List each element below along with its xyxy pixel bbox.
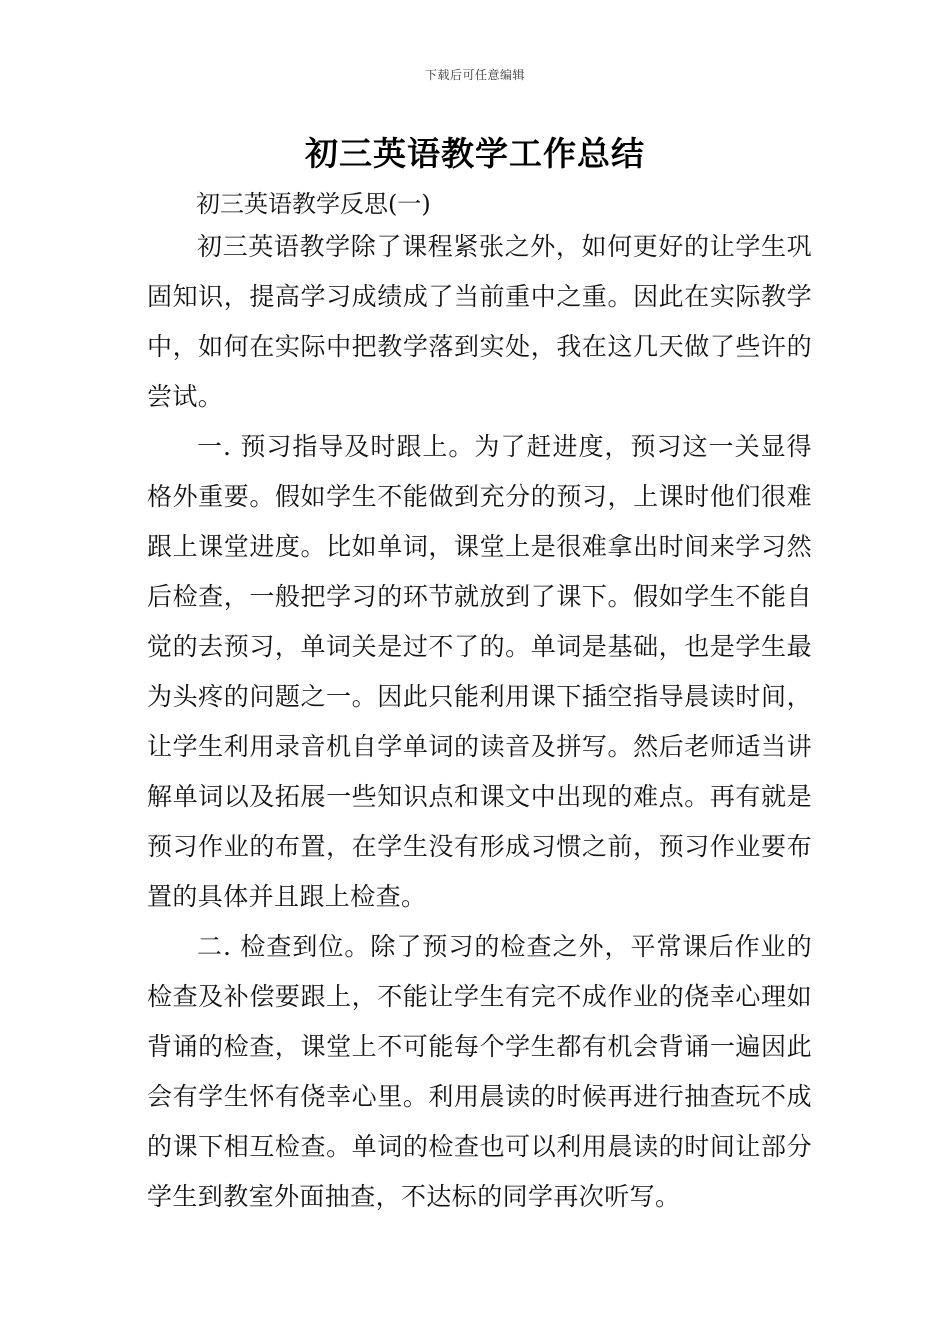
paragraph-preview-guidance: 一. 预习指导及时跟上。为了赶进度，预习这一关显得格外重要。假如学生不能做到充分的预习，上课时他们很难跟上课堂进度。比如单词，课堂上是很难拿出时间来学习然后检查，一般把学习的环节就放到了课下。假如学生不能自觉的去预习，单词关是过不了的。单词是基础，也是学生最为头疼的问题之一。因此只能利用课下插空指导晨读时间，让学生利用录音机自学单词的读音及拼写。然后老师适当讲解单词以及拓展一些知识点和课文中出现的难点。再有就是预习作业的布置，在学生没有形成习惯之前，预习作业要布置的具体并且跟上检查。 — [147, 432, 812, 911]
paragraph-intro: 初三英语教学除了课程紧张之外，如何更好的让学生巩固知识，提高学习成绩成了当前重中之重。因此在实际教学中，如何在实际中把教学落到实处，我在这几天做了些许的尝试。 — [147, 232, 812, 411]
header-note: 下载后可任意编辑 — [424, 68, 525, 82]
document-body — [147, 222, 812, 1222]
paragraph-checking: 二. 检查到位。除了预习的检查之外，平常课后作业的检查及补偿要跟上，不能让学生有完不成作业的侥幸心理如背诵的检查，课堂上不可能每个学生都有机会背诵一遍因此会有学生怀有侥幸心里。利用晨读的时候再进行抽查玩不成的课下相互检查。单词的检查也可以利用晨读的时间让部分学生到教室外面抽查，不达标的同学再次听写。 — [147, 932, 812, 1211]
section-subtitle: 初三英语教学反思(一) — [196, 190, 431, 218]
document-title: 初三英语教学工作总结 — [305, 134, 645, 173]
